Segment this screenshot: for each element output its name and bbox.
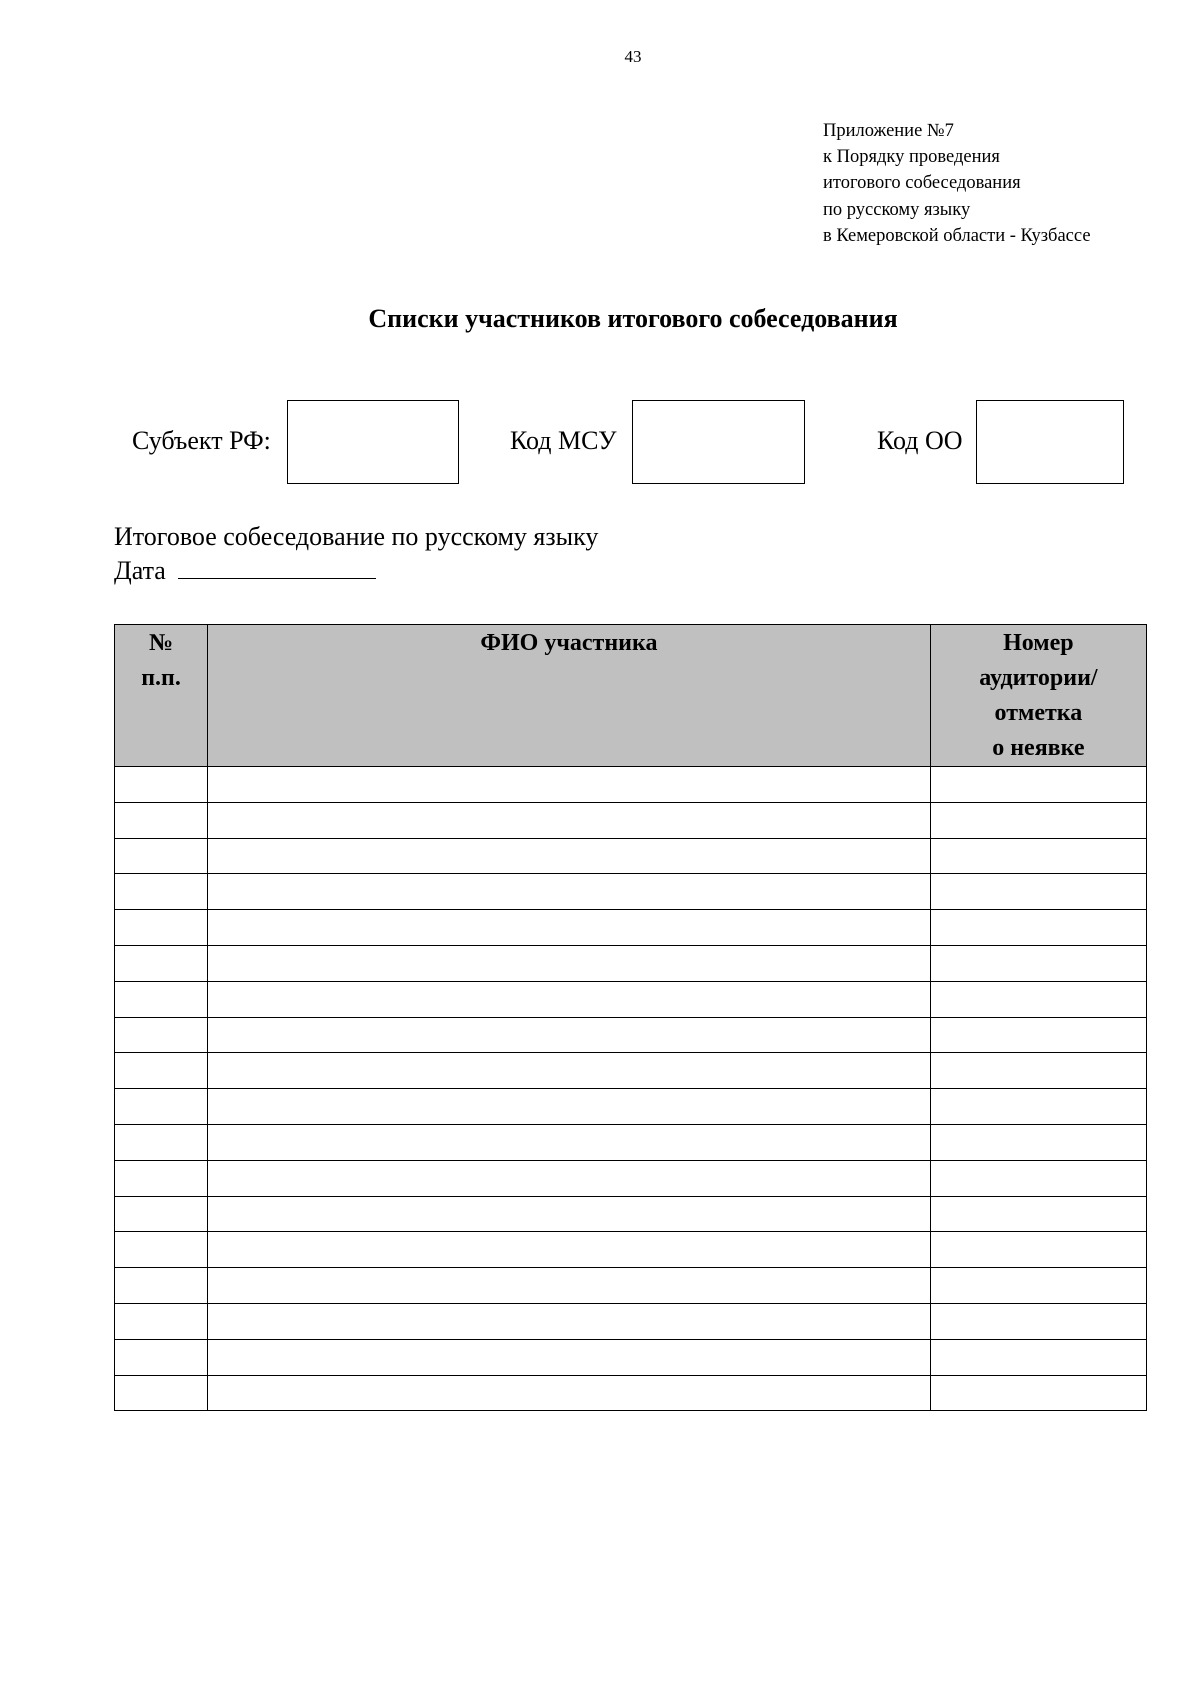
cell-number[interactable] bbox=[115, 1160, 208, 1196]
cell-fio[interactable] bbox=[208, 1339, 931, 1375]
cell-number[interactable] bbox=[115, 981, 208, 1017]
table-row bbox=[115, 874, 1147, 910]
cell-fio[interactable] bbox=[208, 1303, 931, 1339]
cell-room[interactable] bbox=[930, 1089, 1146, 1125]
cell-fio[interactable] bbox=[208, 1017, 931, 1053]
page-number: 43 bbox=[624, 47, 642, 66]
table-row bbox=[115, 981, 1147, 1017]
document-title: Списки участников итогового собеседования bbox=[368, 304, 898, 333]
cell-fio[interactable] bbox=[208, 1124, 931, 1160]
cell-fio[interactable] bbox=[208, 945, 931, 981]
table-row bbox=[115, 1375, 1147, 1411]
table-row bbox=[115, 1053, 1147, 1089]
header-number-line: № bbox=[148, 630, 174, 656]
cell-number[interactable] bbox=[115, 838, 208, 874]
cell-number[interactable] bbox=[115, 1232, 208, 1268]
cell-room[interactable] bbox=[930, 1232, 1146, 1268]
cell-fio[interactable] bbox=[208, 981, 931, 1017]
table-row bbox=[115, 1089, 1147, 1125]
cell-room[interactable] bbox=[930, 1124, 1146, 1160]
cell-fio[interactable] bbox=[208, 1053, 931, 1089]
table-row bbox=[115, 767, 1147, 803]
table-row bbox=[115, 910, 1147, 946]
appendix-line: в Кемеровской области - Кузбассе bbox=[823, 225, 1091, 246]
cell-room[interactable] bbox=[930, 1375, 1146, 1411]
cell-number[interactable] bbox=[115, 1375, 208, 1411]
cell-fio[interactable] bbox=[208, 874, 931, 910]
cell-room[interactable] bbox=[930, 767, 1146, 803]
table-row bbox=[115, 1017, 1147, 1053]
cell-fio[interactable] bbox=[208, 1160, 931, 1196]
cell-number[interactable] bbox=[115, 1303, 208, 1339]
exam-line: Итоговое собеседование по русскому языку bbox=[114, 522, 599, 551]
table-row bbox=[115, 802, 1147, 838]
cell-number[interactable] bbox=[115, 1053, 208, 1089]
header-number-line: п.п. bbox=[141, 665, 181, 691]
cell-number[interactable] bbox=[115, 1089, 208, 1125]
cell-fio[interactable] bbox=[208, 767, 931, 803]
cell-number[interactable] bbox=[115, 910, 208, 946]
msu-label: Код МСУ bbox=[510, 426, 617, 455]
cell-room[interactable] bbox=[930, 1268, 1146, 1304]
cell-room[interactable] bbox=[930, 874, 1146, 910]
cell-fio[interactable] bbox=[208, 802, 931, 838]
appendix-line: итогового собеседования bbox=[823, 173, 1021, 194]
cell-room[interactable] bbox=[930, 910, 1146, 946]
participants-table bbox=[114, 624, 1147, 1411]
subject-label: Субъект РФ: bbox=[132, 426, 271, 455]
cell-room[interactable] bbox=[930, 1339, 1146, 1375]
header-room-line: о неявке bbox=[992, 735, 1085, 761]
cell-room[interactable] bbox=[930, 1017, 1146, 1053]
table-row bbox=[115, 945, 1147, 981]
table-body bbox=[115, 767, 1147, 1411]
subject-code-box[interactable] bbox=[287, 400, 459, 484]
table-row bbox=[115, 1303, 1147, 1339]
header-number bbox=[115, 625, 208, 767]
cell-number[interactable] bbox=[115, 1017, 208, 1053]
cell-room[interactable] bbox=[930, 981, 1146, 1017]
appendix-line: Приложение №7 bbox=[823, 121, 954, 141]
cell-room[interactable] bbox=[930, 1053, 1146, 1089]
cell-number[interactable] bbox=[115, 802, 208, 838]
cell-room[interactable] bbox=[930, 1196, 1146, 1232]
header-fio bbox=[208, 625, 931, 767]
cell-fio[interactable] bbox=[208, 838, 931, 874]
header-room-line: Номер bbox=[1003, 630, 1074, 656]
cell-number[interactable] bbox=[115, 1196, 208, 1232]
cell-room[interactable] bbox=[930, 1160, 1146, 1196]
header-room bbox=[930, 625, 1146, 767]
cell-fio[interactable] bbox=[208, 1268, 931, 1304]
date-blank[interactable] bbox=[178, 556, 376, 579]
cell-number[interactable] bbox=[115, 1124, 208, 1160]
date-row bbox=[114, 556, 376, 586]
appendix-line: по русскому языку bbox=[823, 199, 971, 220]
oo-code-box[interactable] bbox=[976, 400, 1124, 484]
oo-label: Код ОО bbox=[877, 426, 963, 455]
header-room-line: отметка bbox=[994, 700, 1083, 726]
cell-number[interactable] bbox=[115, 1339, 208, 1375]
date-label: Дата bbox=[114, 556, 166, 585]
cell-number[interactable] bbox=[115, 945, 208, 981]
header-fio-line: ФИО участника bbox=[480, 630, 658, 656]
cell-fio[interactable] bbox=[208, 1375, 931, 1411]
table-row bbox=[115, 1124, 1147, 1160]
cell-number[interactable] bbox=[115, 874, 208, 910]
cell-number[interactable] bbox=[115, 767, 208, 803]
table-row bbox=[115, 1160, 1147, 1196]
appendix-note bbox=[823, 118, 1091, 249]
appendix-line: к Порядку проведения bbox=[823, 147, 1000, 168]
table-header-row bbox=[115, 625, 1147, 767]
table-row bbox=[115, 1339, 1147, 1375]
table-row bbox=[115, 1268, 1147, 1304]
msu-code-box[interactable] bbox=[632, 400, 805, 484]
header-room-line: аудитории/ bbox=[979, 665, 1098, 691]
cell-room[interactable] bbox=[930, 802, 1146, 838]
cell-room[interactable] bbox=[930, 838, 1146, 874]
cell-fio[interactable] bbox=[208, 1232, 931, 1268]
table-row bbox=[115, 838, 1147, 874]
cell-fio[interactable] bbox=[208, 1089, 931, 1125]
cell-room[interactable] bbox=[930, 945, 1146, 981]
cell-room[interactable] bbox=[930, 1303, 1146, 1339]
cell-number[interactable] bbox=[115, 1268, 208, 1304]
cell-fio[interactable] bbox=[208, 910, 931, 946]
table-row bbox=[115, 1196, 1147, 1232]
table-row bbox=[115, 1232, 1147, 1268]
cell-fio[interactable] bbox=[208, 1196, 931, 1232]
